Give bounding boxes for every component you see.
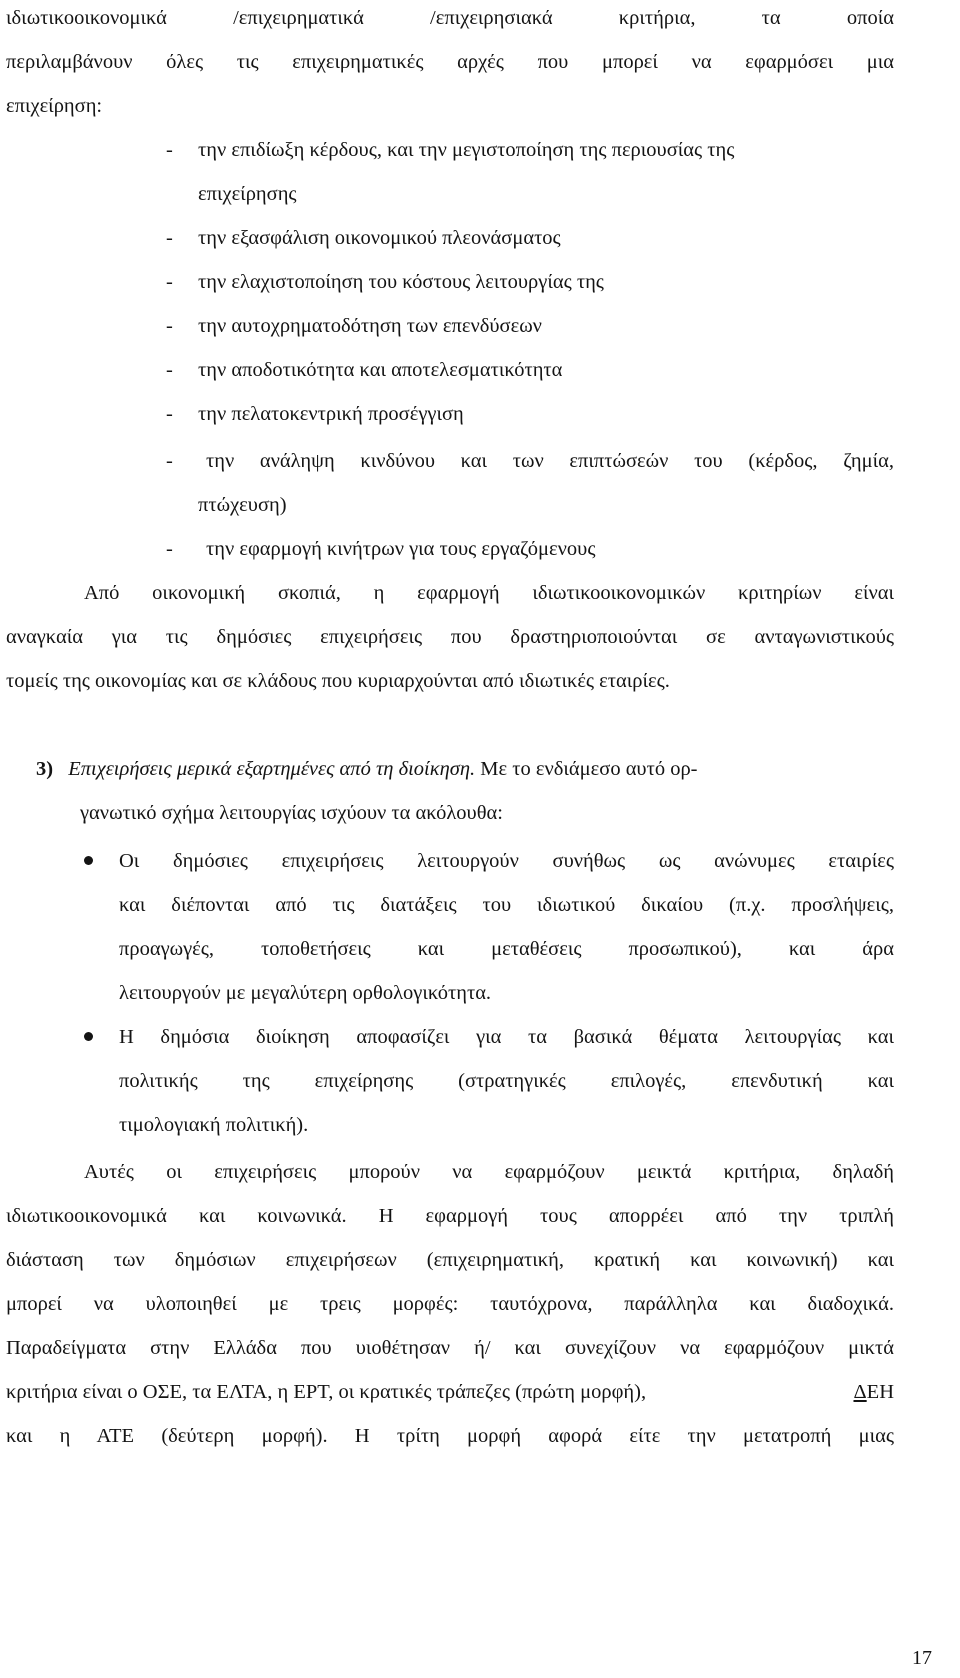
bullet-line: λειτουργούν με μεγαλύτερη ορθολογικότητα. bbox=[119, 982, 492, 1004]
list-item: την ανάληψη κινδύνου και των επιπτώσεών του (κέρδος, ζημία, bbox=[206, 450, 894, 472]
list-dash: - bbox=[166, 271, 173, 293]
list-dash: - bbox=[166, 538, 173, 560]
list-item: την πελατοκεντρική προσέγγιση bbox=[198, 403, 464, 425]
list-item: την εξασφάλιση οικονομικού πλεονάσματος bbox=[198, 227, 561, 249]
underlined-letter: Δ bbox=[853, 1381, 867, 1403]
paragraph-line: γανωτικό σχήμα λειτουργίας ισχύουν τα ακόλουθα: bbox=[80, 802, 503, 824]
bullet-line: τιμολογιακή πολιτική). bbox=[119, 1114, 309, 1136]
paragraph-line: περιλαμβάνουν όλες τις επιχειρηματικές αρχές που μπορεί να εφαρμόσει μια bbox=[6, 51, 894, 73]
paragraph-line: διάσταση των δημόσιων επιχειρήσεων (επιχειρηματική, κρατική και κοινωνική) και bbox=[6, 1249, 894, 1271]
section-number: 3) bbox=[36, 758, 54, 780]
bullet-icon bbox=[84, 856, 93, 865]
section-heading: Επιχειρήσεις μερικά εξαρτημένες από τη διοίκηση. bbox=[68, 758, 476, 780]
paragraph-line: Παραδείγματα στην Ελλάδα που υιοθέτησαν ή/ και συνεχίζουν να εφαρμόζουν μικτά bbox=[6, 1337, 894, 1359]
paragraph-line: ιδιωτικοοικονομικά /επιχειρηματικά /επιχειρησιακά κριτήρια, τα οποία bbox=[6, 7, 894, 29]
paragraph-line bbox=[6, 1380, 894, 1404]
list-item-continuation: πτώχευση) bbox=[198, 494, 287, 516]
line-text-end: ΔΕΗ bbox=[853, 1381, 894, 1403]
bullet-line: και διέπονται από τις διατάξεις του ιδιωτικού δικαίου (π.χ. προσλήψεις, bbox=[119, 894, 894, 916]
list-dash: - bbox=[166, 450, 173, 472]
paragraph-line: τομείς της οικονομίας και σε κλάδους που κυριαρχούνται από ιδιωτικές εταιρίες. bbox=[6, 670, 670, 692]
paragraph-line: επιχείρηση: bbox=[6, 95, 103, 117]
list-dash: - bbox=[166, 315, 173, 337]
list-item: την ελαχιστοποίηση του κόστους λειτουργίας της bbox=[198, 271, 604, 293]
list-item: την αποδοτικότητα και αποτελεσματικότητα bbox=[198, 359, 563, 381]
paragraph-line: αναγκαία για τις δημόσιες επιχειρήσεις που δραστηριοποιούνται σε ανταγωνιστικούς bbox=[6, 626, 894, 648]
page-number: 17 bbox=[912, 1647, 932, 1669]
list-item: την αυτοχρηματοδότηση των επενδύσεων bbox=[198, 315, 542, 337]
bullet-line: πολιτικής της επιχείρησης (στρατηγικές επιλογές, επενδυτική και bbox=[119, 1070, 894, 1092]
paragraph-line: ιδιωτικοοικονομικά και κοινωνικά. Η εφαρμογή τους απορρέει από την τριπλή bbox=[6, 1205, 894, 1227]
paragraph-line: και η ΑΤΕ (δεύτερη μορφή). Η τρίτη μορφή αφορά είτε την μετατροπή μιας bbox=[6, 1425, 894, 1447]
section-heading-line bbox=[36, 757, 698, 781]
bullet-line: Η δημόσια διοίκηση αποφασίζει για τα βασικά θέματα λειτουργίας και bbox=[119, 1026, 894, 1048]
list-item-continuation: επιχείρησης bbox=[198, 183, 297, 205]
section-intro: Με το ενδιάμεσο αυτό ορ- bbox=[480, 758, 698, 780]
list-dash: - bbox=[166, 359, 173, 381]
paragraph-line: Αυτές οι επιχειρήσεις μπορούν να εφαρμόζουν μεικτά κριτήρια, δηλαδή bbox=[84, 1161, 894, 1183]
bullet-icon bbox=[84, 1032, 93, 1041]
line-text: κριτήρια είναι ο ΟΣΕ, τα ΕΛΤΑ, η ΕΡΤ, οι κρατικές τράπεζες (πρώτη μορφή), bbox=[6, 1381, 647, 1403]
paragraph-line: μπορεί να υλοποιηθεί με τρεις μορφές: ταυτόχρονα, παράλληλα και διαδοχικά. bbox=[6, 1293, 894, 1315]
list-item: την επιδίωξη κέρδους, και την μεγιστοποίηση της περιουσίας της bbox=[198, 139, 735, 161]
paragraph-line: Από οικονομική σκοπιά, η εφαρμογή ιδιωτικοοικονομικών κριτηρίων είναι bbox=[84, 582, 894, 604]
bullet-line: Οι δημόσιες επιχειρήσεις λειτουργούν συνήθως ως ανώνυμες εταιρίες bbox=[119, 850, 894, 872]
list-dash: - bbox=[166, 403, 173, 425]
list-dash: - bbox=[166, 139, 173, 161]
list-item: την εφαρμογή κινήτρων για τους εργαζόμενους bbox=[206, 538, 596, 560]
bullet-line: προαγωγές, τοποθετήσεις και μεταθέσεις προσωπικού), και άρα bbox=[119, 938, 894, 960]
list-dash: - bbox=[166, 227, 173, 249]
